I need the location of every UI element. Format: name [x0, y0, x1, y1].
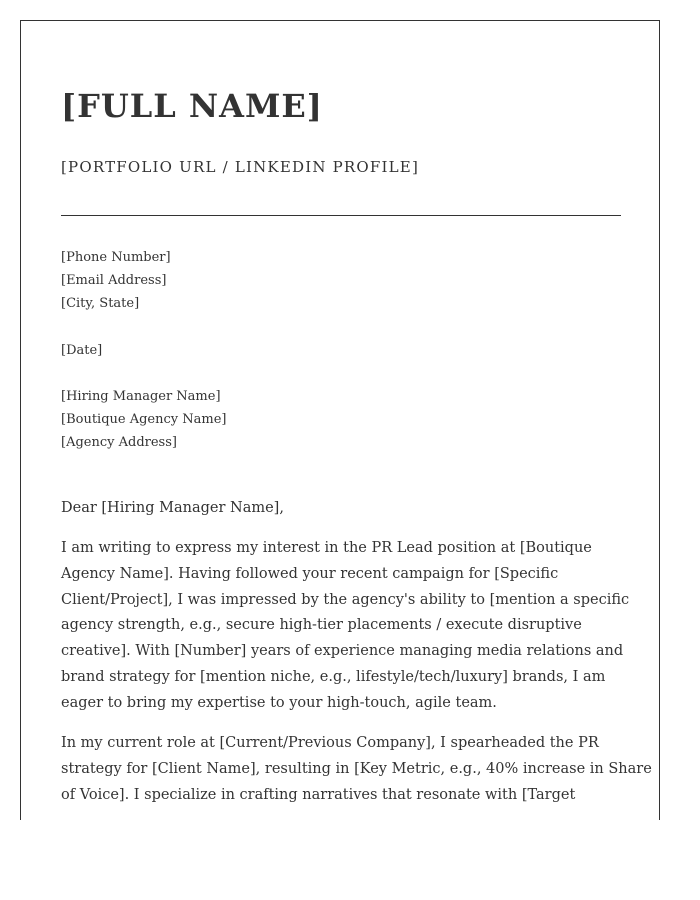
recipient-info	[61, 385, 226, 454]
agency-address: [Agency Address]	[61, 435, 177, 450]
portfolio-url: [PORTFOLIO URL / LINKEDIN PROFILE]	[61, 158, 420, 176]
paragraph-line: In my current role at [Current/Previous Company], I spearheaded the PR	[61, 735, 599, 751]
hiring-manager-name: [Hiring Manager Name]	[61, 389, 221, 404]
paragraph-line: Agency Name]. Having followed your recent campaign for [Specific	[61, 565, 559, 582]
full-name-heading: [FULL NAME]	[61, 87, 323, 125]
contact-info	[61, 246, 171, 315]
header-divider	[61, 215, 621, 216]
paragraph-line: agency strength, e.g., secure high-tier placements / execute disruptive	[61, 617, 582, 634]
agency-name: [Boutique Agency Name]	[61, 412, 227, 427]
body-paragraph-1	[61, 536, 630, 717]
paragraph-line: Client/Project], I was impressed by the agency's ability to [mention a specific	[61, 591, 630, 608]
city-state: [City, State]	[61, 296, 140, 311]
letter-date	[61, 339, 102, 362]
letter-page	[20, 20, 660, 820]
paragraph-line: eager to bring my expertise to your high-touch, agile team.	[61, 694, 497, 711]
phone-number: [Phone Number]	[61, 250, 171, 265]
body-paragraph-2	[61, 731, 652, 808]
paragraph-line: creative]. With [Number] years of experience managing media relations and	[61, 643, 624, 660]
salutation: Dear [Hiring Manager Name],	[61, 500, 284, 516]
paragraph-line: of Voice]. I specialize in crafting narratives that resonate with [Target	[61, 786, 576, 803]
paragraph-line: brand strategy for [mention niche, e.g., lifestyle/tech/luxury] brands, I am	[61, 668, 606, 685]
email-address: [Email Address]	[61, 273, 167, 288]
paragraph-line: strategy for [Client Name], resulting in [Key Metric, e.g., 40% increase in Share	[61, 760, 652, 777]
paragraph-line: I am writing to express my interest in the PR Lead position at [Boutique	[61, 540, 592, 556]
date-text: [Date]	[61, 343, 103, 358]
